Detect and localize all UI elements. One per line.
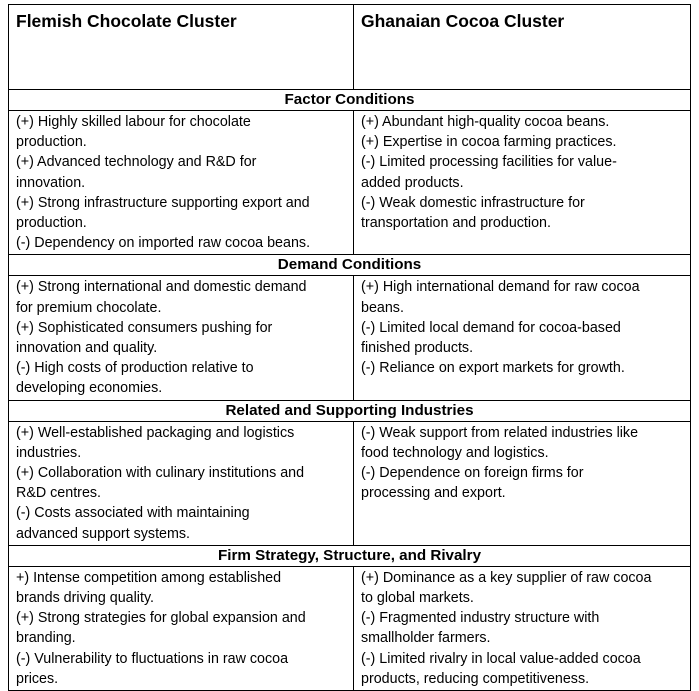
text-line: (+) Expertise in cocoa farming practices.: [361, 134, 617, 151]
text-line: (-) Weak support from related industries like: [361, 424, 639, 441]
ghanaian-cell: [354, 276, 691, 400]
section-row-related-industries: [9, 400, 691, 421]
content-row-related-industries: [9, 421, 691, 545]
text-line: products, reducing competitiveness.: [361, 670, 590, 687]
ghanaian-cell: [354, 111, 691, 255]
text-line: (+) Strong infrastructure supporting export and: [16, 194, 310, 211]
header-row: [9, 5, 691, 90]
text-line: (+) Well-established packaging and logistics: [16, 424, 295, 441]
text-line: (-) Vulnerability to fluctuations in raw cocoa: [16, 650, 289, 667]
text-line: advanced support systems.: [16, 525, 191, 542]
column-header-ghanaian: Ghanaian Cocoa Cluster: [354, 5, 691, 90]
section-row-demand-conditions: [9, 255, 691, 276]
text-line: to global markets.: [361, 590, 474, 607]
text-line: (-) Dependency on imported raw cocoa beans.: [16, 235, 311, 252]
text-line: (-) Costs associated with maintaining: [16, 505, 250, 522]
ghanaian-cell: [354, 566, 691, 690]
text-line: (-) High costs of production relative to: [16, 360, 254, 377]
text-line: production.: [16, 134, 87, 151]
text-line: (+) Advanced technology and R&D for: [16, 154, 257, 171]
ghanaian-cell: [354, 421, 691, 545]
flemish-cell: [9, 111, 354, 255]
text-line: (-) Limited rivalry in local value-added cocoa: [361, 650, 641, 667]
text-line: beans.: [361, 299, 404, 316]
text-line: (-) Dependence on foreign firms for: [361, 465, 584, 482]
text-line: +) Intense competition among established: [16, 569, 282, 586]
text-line: innovation and quality.: [16, 340, 158, 357]
text-line: brands driving quality.: [16, 590, 155, 607]
text-line: (-) Limited processing facilities for value-: [361, 154, 617, 171]
text-line: (+) High international demand for raw cocoa: [361, 279, 640, 296]
text-line: (-) Reliance on export markets for growth.: [361, 360, 625, 377]
text-line: food technology and logistics.: [361, 444, 549, 461]
text-line: developing economies.: [16, 380, 163, 397]
comparison-table: [8, 4, 691, 691]
content-row-factor-conditions: [9, 111, 691, 255]
section-row-factor-conditions: [9, 90, 691, 111]
text-line: transportation and production.: [361, 215, 551, 232]
text-line: added products.: [361, 174, 464, 191]
text-line: (+) Strong strategies for global expansion and: [16, 610, 306, 627]
section-title: Demand Conditions: [9, 255, 691, 276]
text-line: industries.: [16, 444, 82, 461]
section-row-firm-strategy: [9, 545, 691, 566]
text-line: R&D centres.: [16, 485, 102, 502]
content-row-demand-conditions: [9, 276, 691, 400]
text-line: finished products.: [361, 340, 474, 357]
flemish-cell: [9, 421, 354, 545]
text-line: production.: [16, 215, 87, 232]
text-line: (+) Abundant high-quality cocoa beans.: [361, 114, 610, 130]
flemish-cell: [9, 566, 354, 690]
section-title: Related and Supporting Industries: [9, 400, 691, 421]
section-title: Firm Strategy, Structure, and Rivalry: [9, 545, 691, 566]
text-line: innovation.: [16, 174, 86, 191]
text-line: (+) Strong international and domestic demand: [16, 279, 307, 296]
text-line: (+) Collaboration with culinary institutions and: [16, 465, 305, 482]
section-title: Factor Conditions: [9, 90, 691, 111]
text-line: (+) Highly skilled labour for chocolate: [16, 114, 251, 130]
text-line: for premium chocolate.: [16, 299, 162, 316]
text-line: branding.: [16, 630, 76, 647]
text-line: smallholder farmers.: [361, 630, 491, 647]
text-line: prices.: [16, 670, 59, 687]
text-line: (-) Limited local demand for cocoa-based: [361, 319, 621, 336]
content-row-firm-strategy: [9, 566, 691, 690]
flemish-cell: [9, 276, 354, 400]
text-line: (+) Sophisticated consumers pushing for: [16, 319, 273, 336]
text-line: (+) Dominance as a key supplier of raw cocoa: [361, 569, 652, 586]
text-line: (-) Weak domestic infrastructure for: [361, 194, 585, 211]
column-header-flemish: Flemish Chocolate Cluster: [9, 5, 354, 90]
text-line: processing and export.: [361, 485, 506, 502]
text-line: (-) Fragmented industry structure with: [361, 610, 600, 627]
